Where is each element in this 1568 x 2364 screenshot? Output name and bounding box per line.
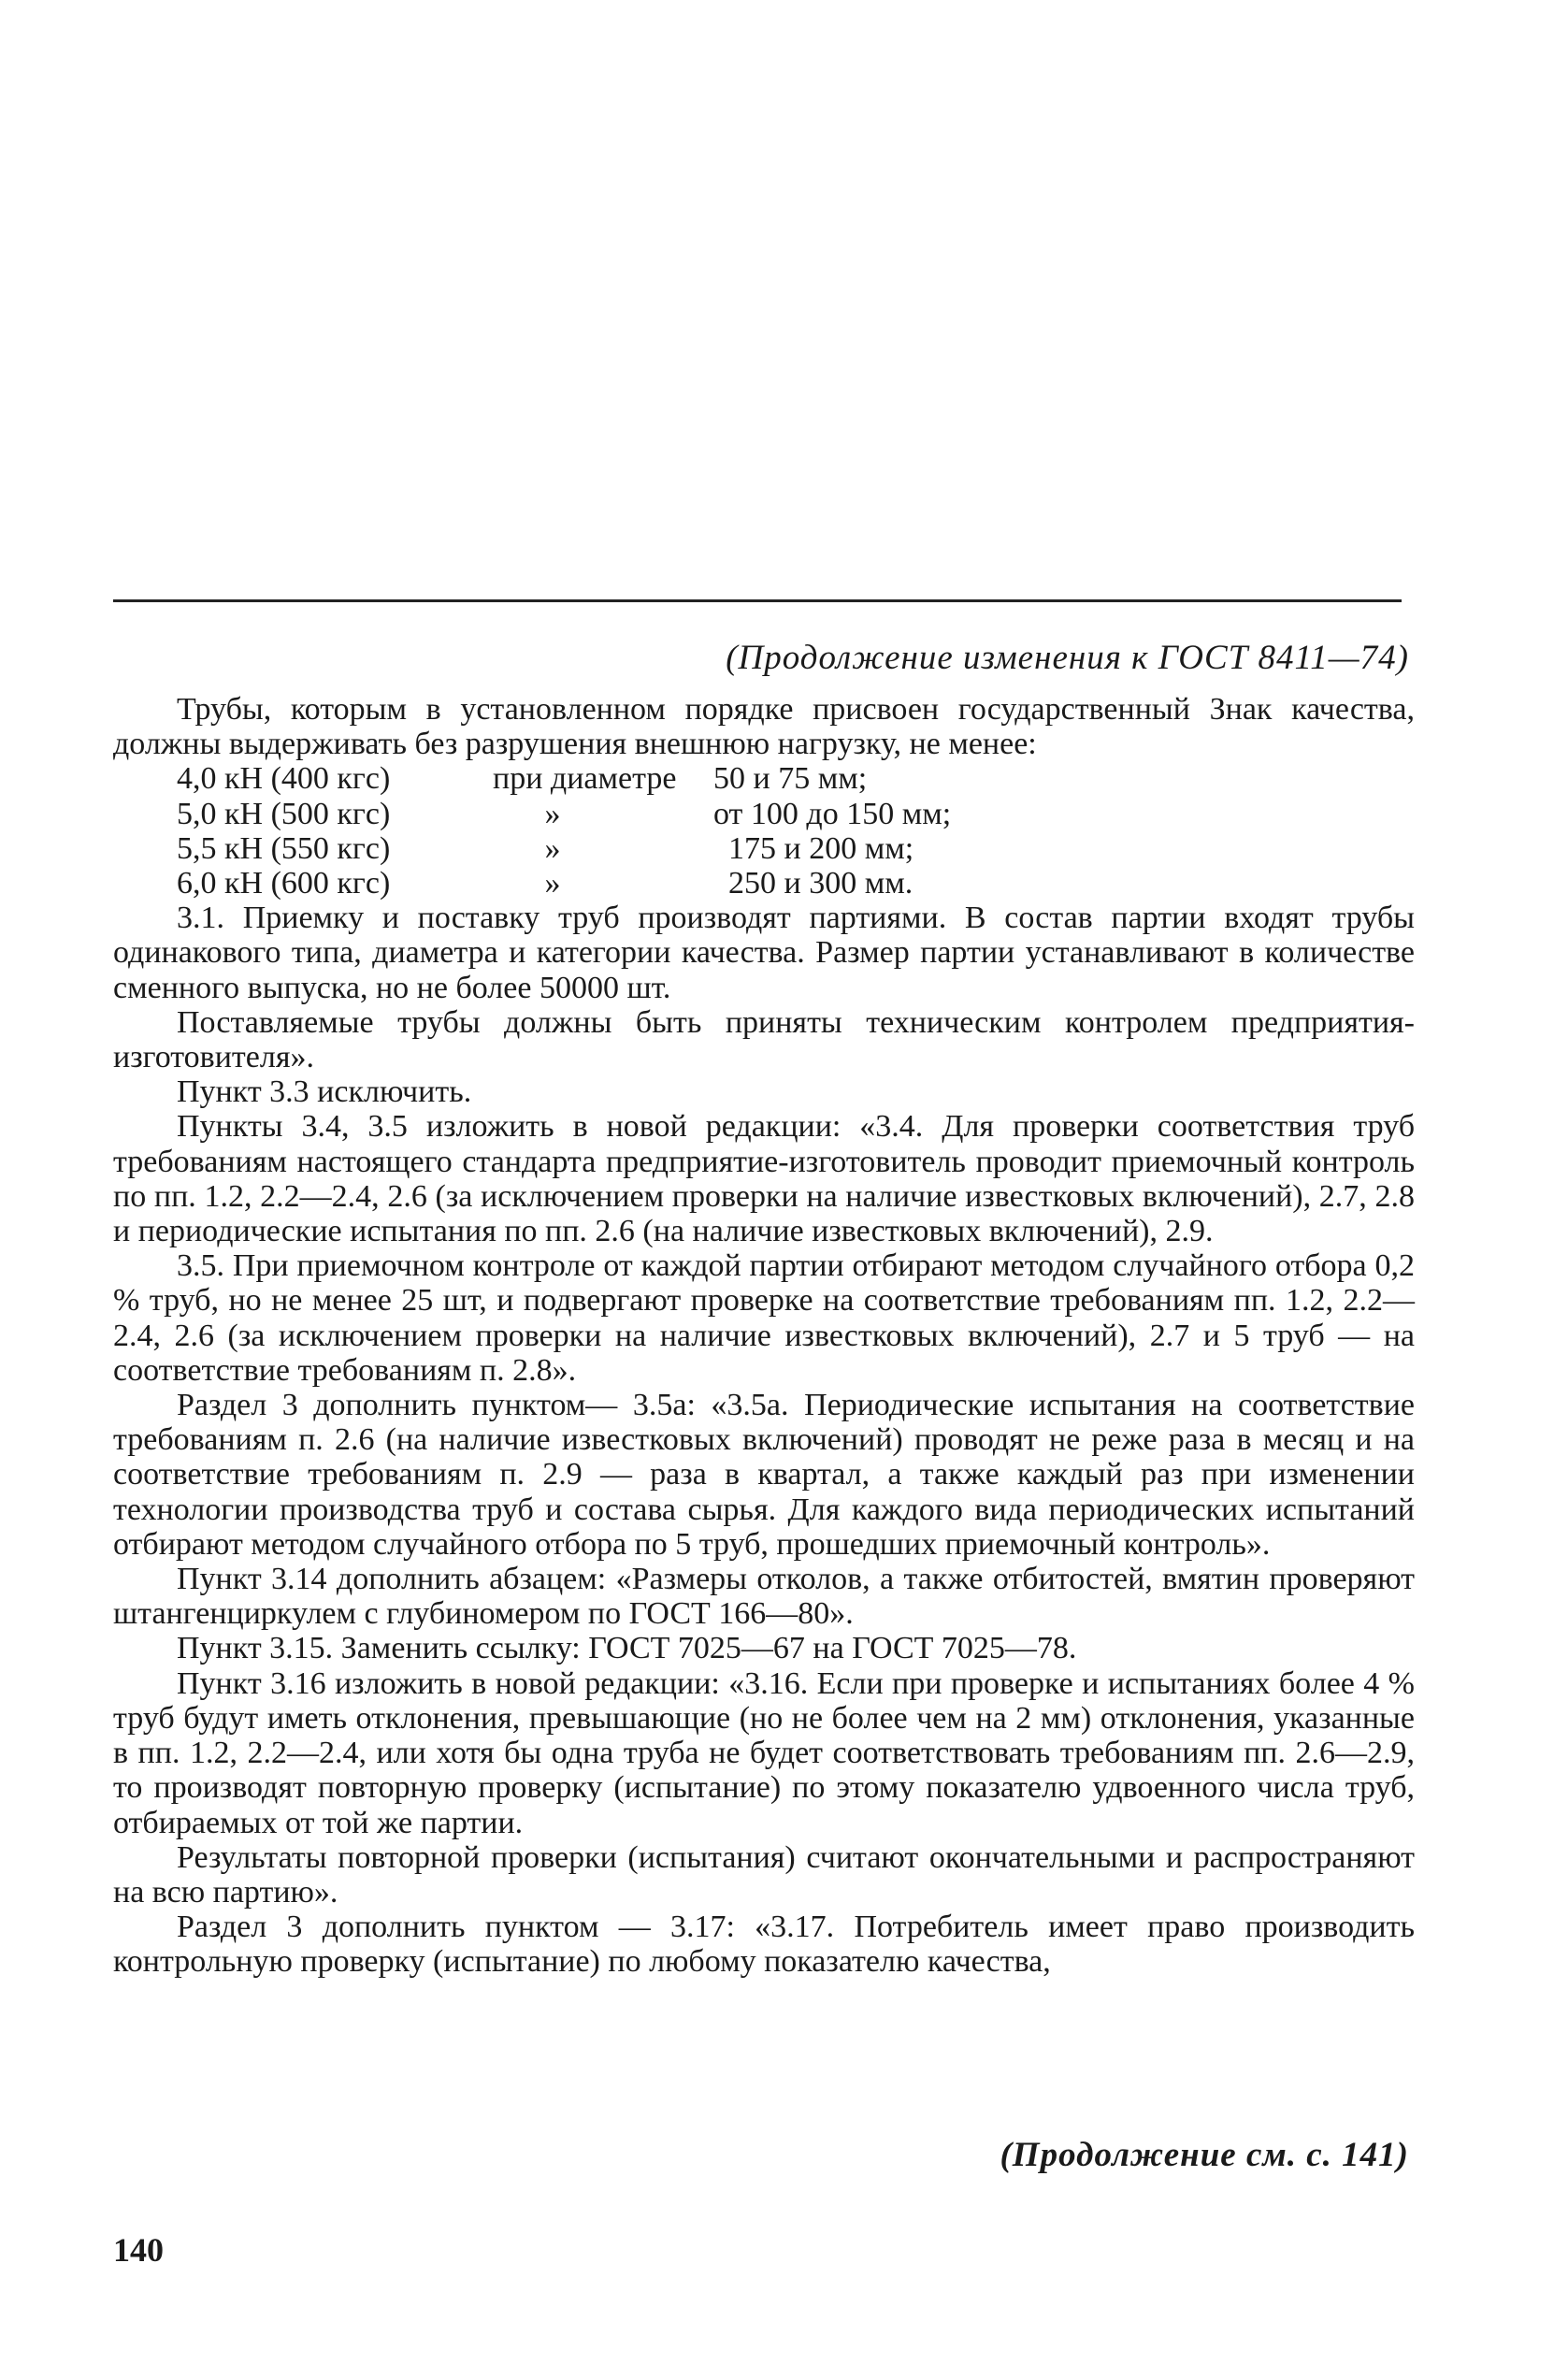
intro-paragraph: Трубы, которым в установленном порядке присвоен государственный Знак качества, должны выдерживать без разрушения внешнюю нагрузку, не менее: <box>113 692 1415 762</box>
paragraph: Раздел 3 дополнить пунктом— 3.5а: «3.5а. Периодические испытания на соответствие требованиям п. 2.6 (на наличие известковых включений) проводят не реже раза в месяц и на соответствие требованиям п. 2.9 — раза в квартал, а также каждый раз при изменении технологии производства труб и состава сырья. Для каждого вида периодических испытаний отбирают методом случайного отбора по 5 труб, прошедших приемочный контроль». <box>113 1388 1415 1562</box>
load-value: 5,0 кН (500 кгс) <box>177 796 391 831</box>
load-row <box>113 761 1415 796</box>
load-row <box>113 797 1415 831</box>
page-number: 140 <box>113 2231 164 2269</box>
paragraph: Пункты 3.4, 3.5 изложить в новой редакции: «3.4. Для проверки соответствия труб требованиям настоящего стандарта предприятие-изготовитель проводит приемочный контроль по пп. 1.2, 2.2—2.4, 2.6 (за исключением проверки на наличие известковых включений), 2.7, 2.8 и периодические испытания по пп. 2.6 (на наличие известковых включений), 2.9. <box>113 1109 1415 1249</box>
load-prefix: » <box>544 866 561 901</box>
load-row <box>113 831 1415 866</box>
load-value: 5,5 кН (550 кгс) <box>177 830 391 866</box>
load-range: от 100 до 150 мм; <box>713 796 952 831</box>
paragraph: Пункт 3.3 исключить. <box>177 1074 472 1110</box>
load-range: 175 и 200 мм; <box>728 830 914 866</box>
load-range: 250 и 300 мм. <box>728 866 913 901</box>
paragraph: Раздел 3 дополнить пунктом — 3.17: «3.17. Потребитель имеет право производить контрольную проверку (испытание) по любому показателю качества, <box>113 1910 1415 1980</box>
paragraph: 3.1. Приемку и поставку труб производят партиями. В состав партии входят трубы одинакового типа, диаметра и категории качества. Размер партии устанавливают в количестве сменного выпуска, но не более 50000 шт. <box>113 901 1415 1005</box>
load-value: 4,0 кН (400 кгс) <box>177 761 391 797</box>
paragraph: Пункт 3.14 дополнить абзацем: «Размеры отколов, а также отбитостей, вмятин проверяют штангенциркулем с глубиномером по ГОСТ 166—80». <box>113 1562 1415 1632</box>
paragraph: 3.5. При приемочном контроле от каждой партии отбирают методом случайного отбора 0,2 % труб, но не менее 25 шт, и подвергают проверке на соответствие требованиям пп. 1.2, 2.2—2.4, 2.6 (за исключением проверки на наличие известковых включений), 2.7 и 5 труб — на соответствие требованиям п. 2.8». <box>113 1248 1415 1388</box>
paragraph: Поставляемые трубы должны быть приняты техническим контролем предприятия-изготовителя». <box>113 1004 1415 1075</box>
load-prefix: » <box>544 830 561 866</box>
document-body <box>113 692 1415 1980</box>
load-prefix: » <box>544 796 561 831</box>
header-continuation: (Продолжение изменения к ГОСТ 8411—74) <box>726 639 1409 677</box>
load-prefix: при диаметре <box>493 761 677 797</box>
paragraph: Пункт 3.15. Заменить ссылку: ГОСТ 7025—67 на ГОСТ 7025—78. <box>177 1631 1077 1666</box>
paragraph: Пункт 3.16 изложить в новой редакции: «3.16. Если при проверке и испытаниях более 4 % труб будут иметь отклонения, превышающие (но не более чем на 2 мм) отклонения, указанные в пп. 1.2, 2.2—2.4, или хотя бы одна труба не будет соответствовать требованиям пп. 2.6—2.9, то производят повторную проверку (испытание) по этому показателю удвоенного числа труб, отбираемых от той же партии. <box>113 1665 1415 1840</box>
top-rule <box>113 599 1402 602</box>
footer-continuation: (Продолжение см. с. 141) <box>1000 2136 1409 2174</box>
load-value: 6,0 кН (600 кгс) <box>177 866 391 901</box>
load-range: 50 и 75 мм; <box>713 761 868 797</box>
paragraph: Результаты повторной проверки (испытания) считают окончательными и распространяют на всю партию». <box>113 1839 1415 1910</box>
load-row <box>113 866 1415 901</box>
